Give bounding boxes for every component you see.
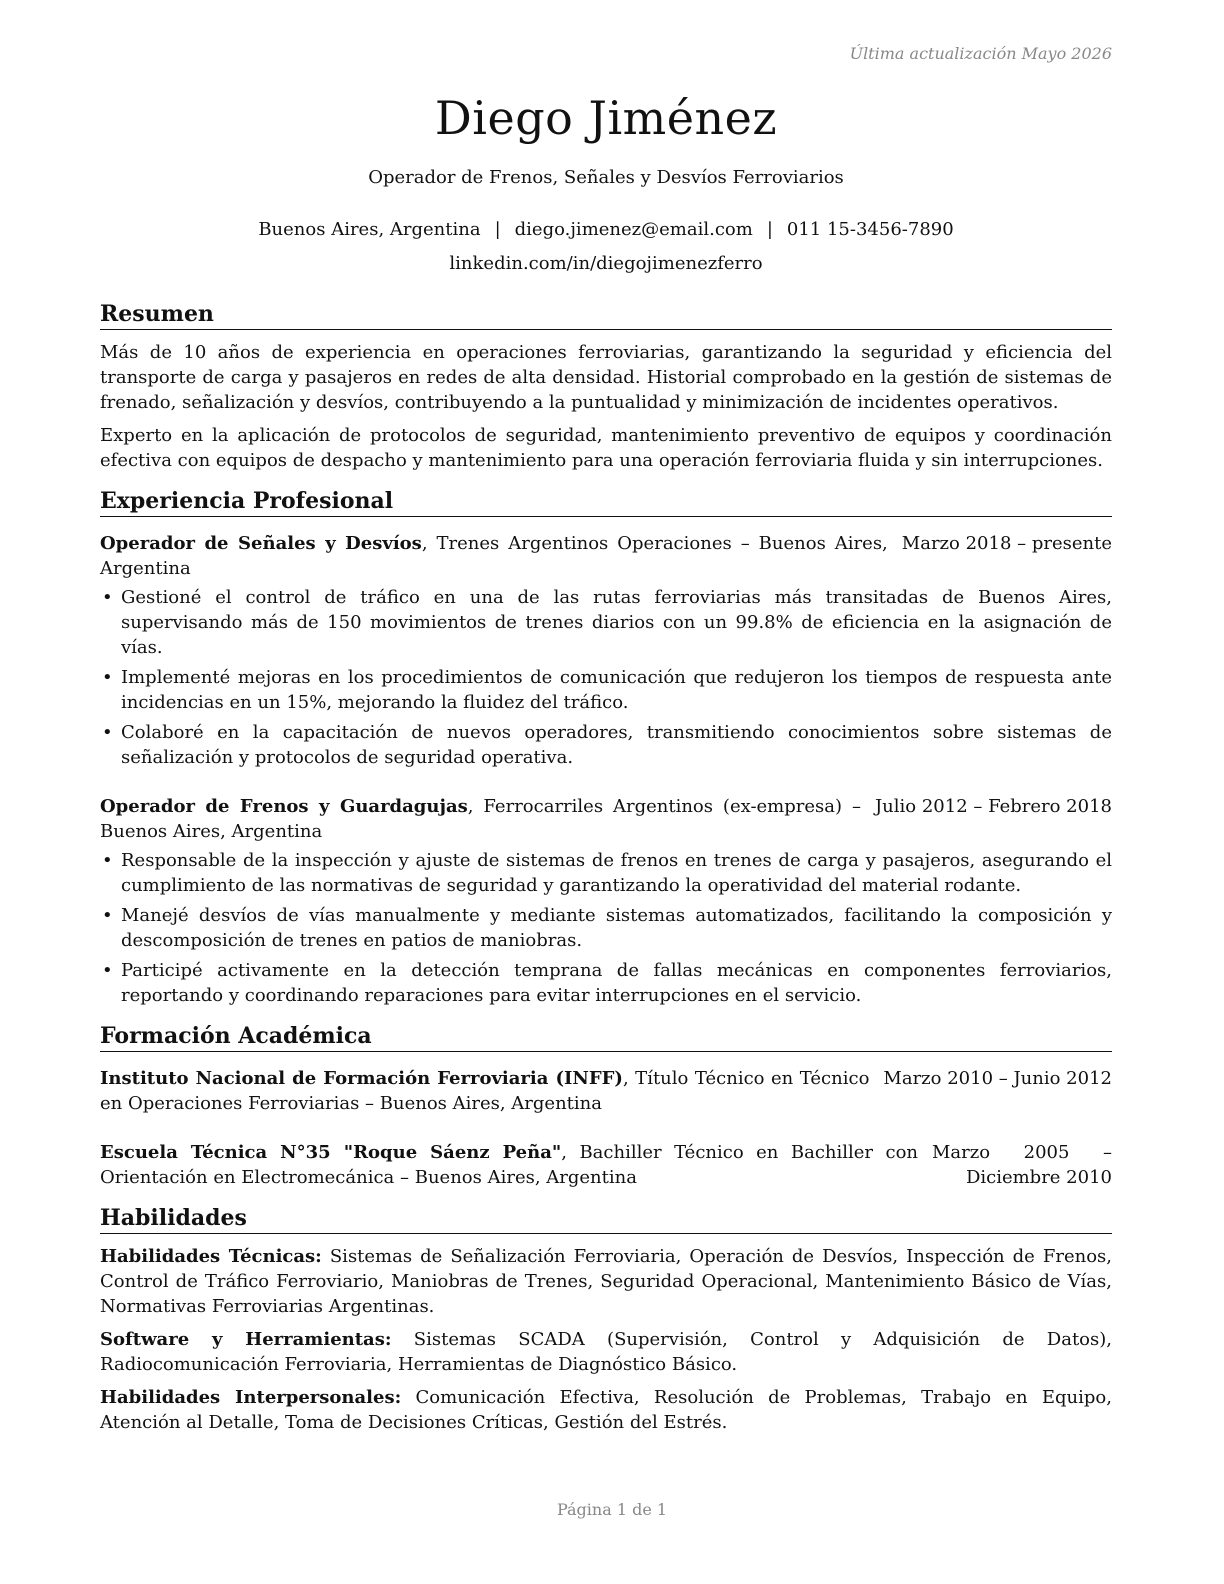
section-heading-skills: Habilidades: [100, 1204, 1112, 1234]
page-number: Página 1 de 1: [556, 1500, 668, 1519]
job-details: , Ferrocarriles Argentinos (ex-empresa) – Buenos Aires, Argentina: [100, 796, 861, 842]
skill-label: Software y Herramientas:: [100, 1329, 392, 1350]
job-bullet: • Manejé desvíos de vías manualmente y mediante sistemas automatizados, facilitando la composición y descomposición de trenes en patios de maniobras.: [100, 903, 1112, 953]
section-heading-experience: Experiencia Profesional: [100, 487, 1112, 517]
education-dates: Marzo 2010 – Junio 2012: [883, 1068, 1112, 1089]
job-info: [100, 794, 875, 844]
candidate-title: Operador de Frenos, Señales y Desvíos Ferroviarios: [368, 167, 844, 188]
education-details: , Bachiller Técnico en Bachiller con Orientación en Electromecánica – Buenos Aires, Argentina: [100, 1142, 919, 1188]
contact-separator: |: [766, 219, 773, 240]
contact-line: [100, 218, 1112, 242]
education-dates: Marzo 2005 – Diciembre 2010: [932, 1142, 1112, 1188]
education-header: [100, 1066, 1112, 1116]
job-role: Operador de Frenos y Guardagujas: [100, 796, 468, 817]
job-bullet: • Gestioné el control de tráfico en una de las rutas ferroviarias más transitadas de Buenos Aires, supervisando más de 150 movimientos de trenes diarios con un 99.8% de eficiencia en la asignación de vías.: [100, 585, 1112, 660]
education-details: , Título Técnico en Técnico en Operaciones Ferroviarias – Buenos Aires, Argentina: [100, 1068, 870, 1114]
education-entry: [100, 1140, 1112, 1190]
job-bullet: • Implementé mejoras en los procedimientos de comunicación que redujeron los tiempos de respuesta ante incidencias en un 15%, mejorando la fluidez del tráfico.: [100, 665, 1112, 715]
skill-group: [100, 1244, 1112, 1319]
job-bullet: • Colaboré en la capacitación de nuevos operadores, transmitiendo conocimientos sobre sistemas de señalización y protocolos de seguridad operativa.: [100, 720, 1112, 770]
job-entry: [100, 794, 1112, 1008]
education-header: [100, 1140, 1112, 1190]
job-dates: Marzo 2018 – presente: [901, 533, 1112, 554]
job-details: , Trenes Argentinos Operaciones – Buenos Aires, Argentina: [100, 533, 888, 579]
job-bullets: [100, 848, 1112, 1008]
skill-group: [100, 1327, 1112, 1377]
education-entry: [100, 1066, 1112, 1116]
contact-linkedin[interactable]: linkedin.com/in/diegojimenezferro: [449, 253, 763, 274]
candidate-name: Diego Jiménez: [434, 91, 778, 145]
education-info: [100, 1140, 932, 1190]
contact-separator: |: [494, 219, 501, 240]
skill-label: Habilidades Interpersonales:: [100, 1387, 402, 1408]
contact-phone: 011 15-3456-7890: [786, 219, 954, 240]
job-bullet: • Responsable de la inspección y ajuste de sistemas de frenos en trenes de carga y pasajeros, asegurando el cumplimiento de las normativas de seguridad y garantizando la operatividad del material rodante.: [100, 848, 1112, 898]
contact-email[interactable]: diego.jimenez@email.com: [514, 219, 753, 240]
skill-text: Sistemas de Señalización Ferroviaria, Operación de Desvíos, Inspección de Frenos, Control de Tráfico Ferroviario, Maniobras de Trenes, Seguridad Operacional, Mantenimiento Básico de Vías, Normativas Ferroviarias Argentinas.: [100, 1246, 1112, 1317]
skill-text: Sistemas SCADA (Supervisión, Control y Adquisición de Datos), Radiocomunicación Ferroviaria, Herramientas de Diagnóstico Básico.: [100, 1329, 1112, 1375]
summary-paragraph: Experto en la aplicación de protocolos de seguridad, mantenimiento preventivo de equipos y coordinación efectiva con equipos de despacho y mantenimiento para una operación ferroviaria fluida y sin interrupciones.: [100, 425, 1112, 471]
skill-text: Comunicación Efectiva, Resolución de Problemas, Trabajo en Equipo, Atención al Detalle, Toma de Decisiones Críticas, Gestión del Estrés.: [100, 1387, 1112, 1433]
last-updated: Última actualización Mayo 2026: [849, 44, 1112, 63]
section-heading-summary: Resumen: [100, 300, 1112, 330]
skill-label: Habilidades Técnicas:: [100, 1246, 322, 1267]
education-institution: Instituto Nacional de Formación Ferroviaria (INFF): [100, 1068, 623, 1089]
summary-paragraph: Más de 10 años de experiencia en operaciones ferroviarias, garantizando la seguridad y eficiencia del transporte de carga y pasajeros en redes de alta densidad. Historial comprobado en la gestión de sistemas de frenado, señalización y desvíos, contribuyendo a la puntualidad y minimización de incidentes operativos.: [100, 342, 1112, 413]
job-header: [100, 531, 1112, 581]
job-header: [100, 794, 1112, 844]
section-heading-education: Formación Académica: [100, 1022, 1112, 1052]
job-role: Operador de Señales y Desvíos: [100, 533, 422, 554]
contact-location: Buenos Aires, Argentina: [258, 219, 481, 240]
education-institution: Escuela Técnica N°35 "Roque Sáenz Peña": [100, 1142, 562, 1163]
job-bullet: • Participé activamente en la detección temprana de fallas mecánicas en componentes ferroviarios, reportando y coordinando reparaciones para evitar interrupciones en el servicio.: [100, 958, 1112, 1008]
job-dates: Julio 2012 – Febrero 2018: [874, 796, 1112, 817]
job-entry: [100, 531, 1112, 770]
education-info: [100, 1066, 883, 1116]
skill-group: [100, 1385, 1112, 1435]
job-info: [100, 531, 902, 581]
job-bullets: [100, 585, 1112, 770]
